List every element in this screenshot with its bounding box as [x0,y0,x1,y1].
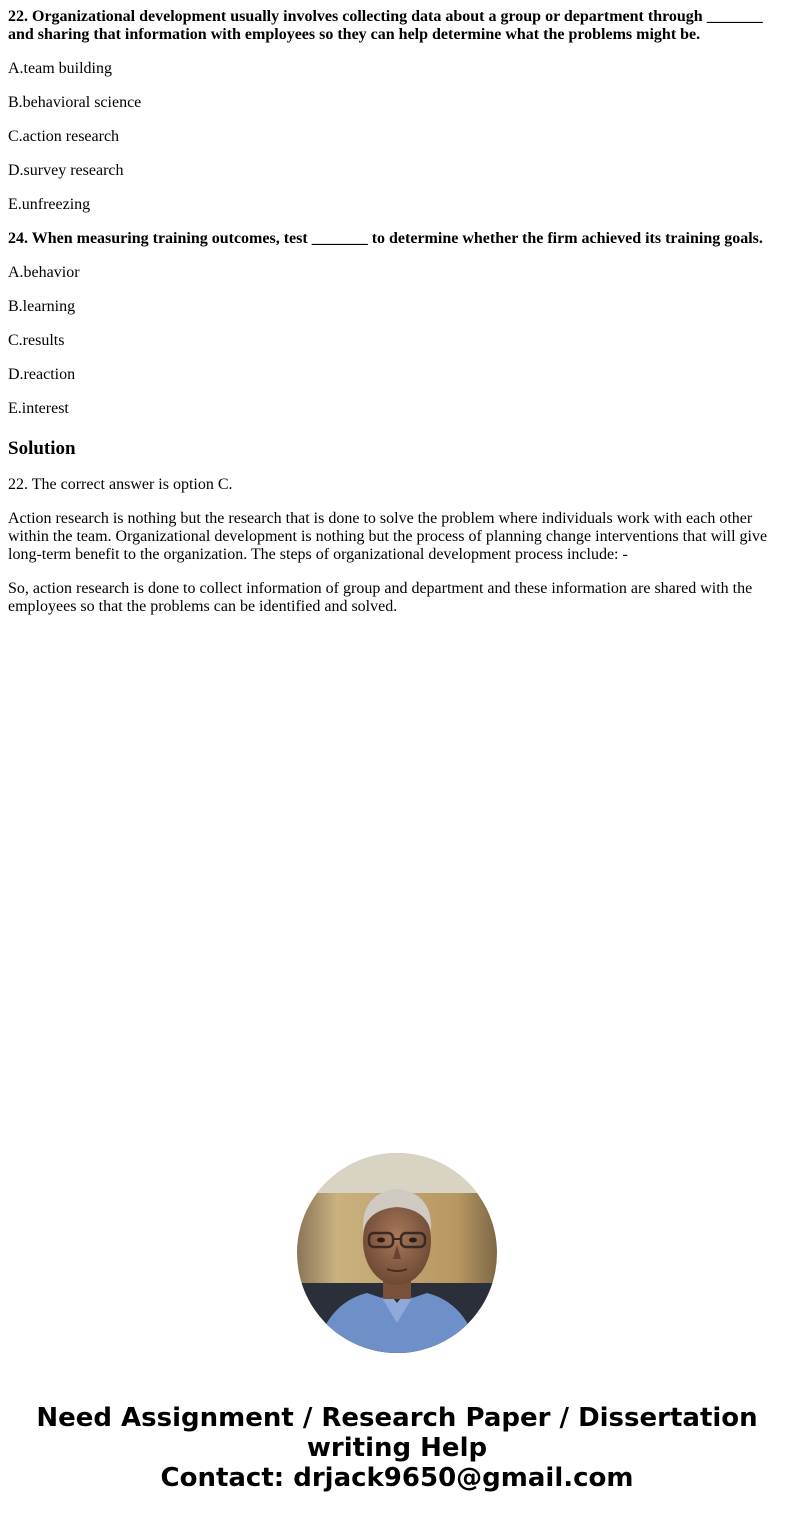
question-22-option-c: C.action research [8,128,120,145]
question-22-option-d: D.survey research [8,162,124,179]
footer-line-1: Need Assignment / Research Paper / Dissertation [36,1403,758,1433]
question-24-option-a: A.behavior [8,264,80,281]
question-24-option-c: C.results [8,332,65,349]
question-24-option-d: D.reaction [8,366,76,383]
footer-contact: Contact: drjack9650@gmail.com [160,1463,634,1493]
footer-banner [0,1403,794,1493]
author-avatar [297,1153,497,1353]
solution-heading: Solution [8,438,76,459]
question-22-option-b: B.behavioral science [8,94,142,111]
footer-line-2: writing Help [306,1433,488,1463]
question-24-option-e: E.interest [8,400,69,417]
solution-explanation: Action research is nothing but the research that is done to solve the problem where individuals work with each other within the team. Organizational development is nothing but the process of planning change interventions that will give long-term benefit to the organization. The steps of organizational development process include: - [8,510,768,563]
solution-answer: 22. The correct answer is option C. [8,476,233,493]
question-22-text: 22. Organizational development usually involves collecting data about a group or department through _______ and sharing that information with employees so they can help determine what the problems might be. [8,8,763,43]
question-24-text: 24. When measuring training outcomes, test _______ to determine whether the firm achieved its training goals. [8,230,763,247]
question-22-option-e: E.unfreezing [8,196,91,213]
question-24-option-b: B.learning [8,298,76,315]
author-photo [297,1153,497,1353]
question-22-option-a: A.team building [8,60,112,77]
document-body [8,8,778,632]
solution-conclusion: So, action research is done to collect information of group and department and these information are shared with the employees so that the problems can be identified and solved. [8,580,753,615]
